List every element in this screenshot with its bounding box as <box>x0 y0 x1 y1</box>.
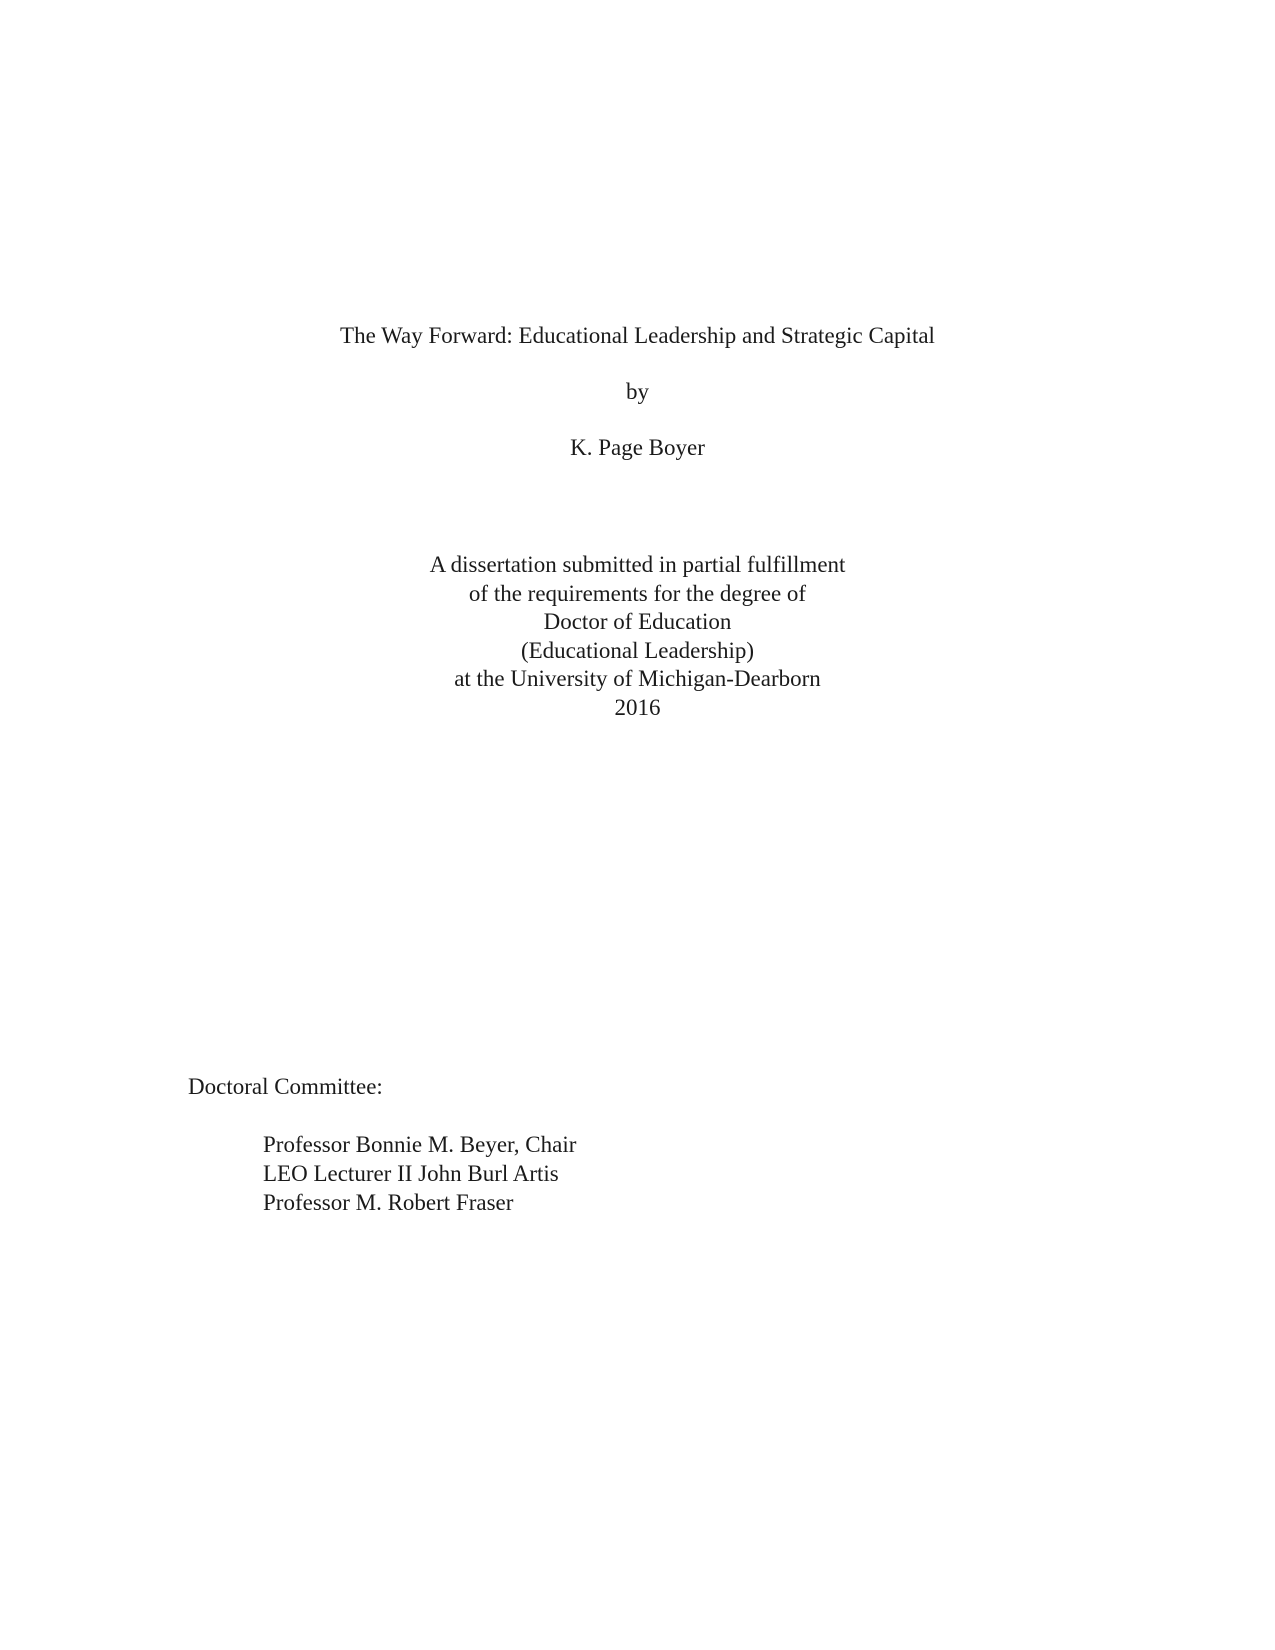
committee-list <box>263 1130 576 1217</box>
committee-member: Professor Bonnie M. Beyer, Chair <box>263 1132 577 1157</box>
statement-year: 2016 <box>614 694 661 720</box>
submission-statement <box>0 551 1275 722</box>
by-line: by <box>626 379 649 404</box>
statement-degree: Doctor of Education <box>543 609 732 634</box>
committee-member: LEO Lecturer II John Burl Artis <box>263 1161 559 1186</box>
statement-line: of the requirements for the degree of <box>468 580 807 606</box>
statement-university: at the University of Michigan-Dearborn <box>454 666 821 691</box>
dissertation-title: The Way Forward: Educational Leadership and Strategic Capital <box>340 323 935 348</box>
committee-member: Professor M. Robert Fraser <box>263 1190 514 1215</box>
committee-heading: Doctoral Committee: <box>188 1074 383 1099</box>
author-name: K. Page Boyer <box>570 435 705 460</box>
statement-field: (Educational Leadership) <box>520 637 755 663</box>
statement-line: A dissertation submitted in partial fulfillment <box>429 552 846 577</box>
